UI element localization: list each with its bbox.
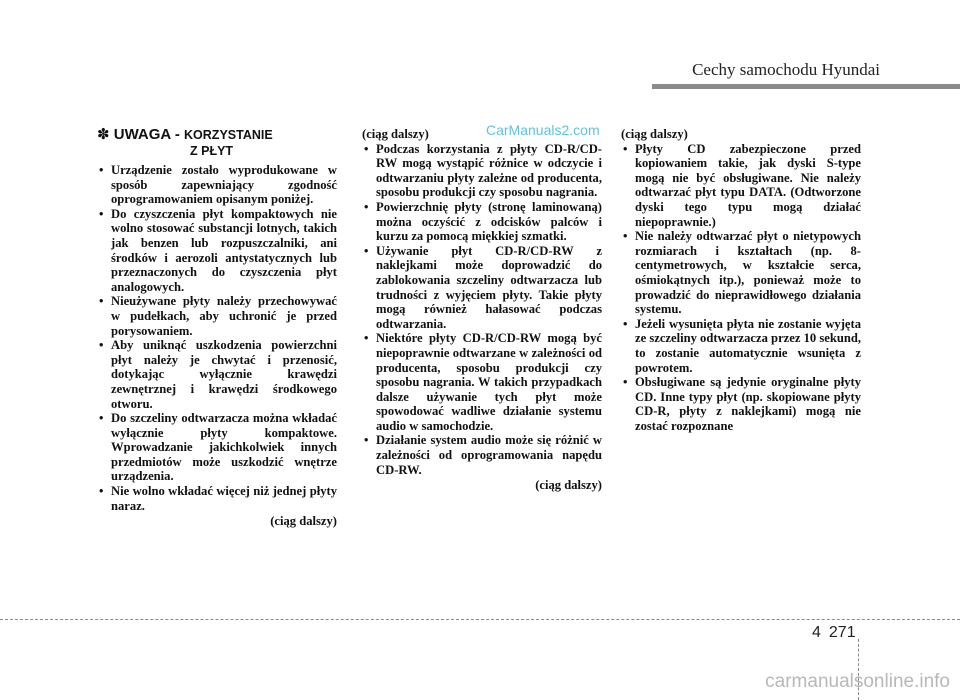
list-item: • Powierzchnię płyty (stronę laminowaną) można oczyścić z odcisków palców i kurzu za pomocą miękkiej szmatki. [362, 200, 602, 244]
list-item: • Do czyszczenia płyt kompaktowych nie wolno stosować substancji lotnych, takich jak benzen lub rozpuszczalniki, ani środków i aerozoli antystatycznych lub przeznaczonych do czyszczenia płyt analogowych. [97, 207, 337, 295]
column-3 [621, 127, 861, 433]
bullet-list [97, 163, 337, 513]
section-heading [97, 127, 337, 159]
header-title: Cechy samochodu Hyundai [692, 60, 880, 79]
list-item: • Podczas korzystania z płyty CD-R/CD-RW mogą wystąpić różnice w odczycie i odtwarzaniu płyty zależne od producenta, sposobu produkcji czy sposobu nagrania. [362, 142, 602, 200]
list-item: • Nieużywane płyty należy przechowywać w pudełkach, aby uchronić je przed porysowaniem. [97, 294, 337, 338]
list-item: • Aby uniknąć uszkodzenia powierzchni płyt należy je chwytać i przenosić, dotykając wyłącznie krawędzi zewnętrznej i krawędzi środkowego otworu. [97, 338, 337, 411]
list-item: • Nie należy odtwarzać płyt o nietypowych rozmiarach i kształtach (np. 8-centymetrowych, w kształcie serca, ośmiokątnych itp.), ponieważ może to prowadzić do nieprawidłowego działania systemu. [621, 229, 861, 317]
footer-rule [0, 619, 960, 620]
bullet-list [621, 142, 861, 434]
continued-top-label: (ciąg dalszy) [362, 127, 429, 141]
list-item: • Obsługiwane są jedynie oryginalne płyty CD. Inne typy płyt (np. skopiowane płyty CD-R, płyty z naklejkami) mogą nie zostać rozpoznane [621, 375, 861, 433]
page-number [812, 624, 856, 642]
list-item: • Urządzenie zostało wyprodukowane w sposób zapewniający zgodność oprogramowaniem opisanym poniżej. [97, 163, 337, 207]
list-item: • Do szczeliny odtwarzacza można wkładać wyłącznie płyty kompaktowe. Wprowadzanie jakichkolwiek innych przedmiotów może uszkodzić wnętrze urządzenia. [97, 411, 337, 484]
column-1 [97, 127, 337, 529]
carmanuals-watermark[interactable]: CarManuals2.com [486, 122, 600, 138]
chapter-number: 4 [812, 624, 821, 641]
column-2 [362, 127, 602, 493]
list-item: • Nie wolno wkładać więcej niż jednej płyty naraz. [97, 484, 337, 513]
continued-top-label: (ciąg dalszy) [621, 127, 688, 141]
page-number-value: 271 [828, 624, 856, 641]
continued-label: (ciąg dalszy) [270, 514, 337, 529]
heading-sub-2: Z PŁYT [190, 144, 234, 158]
site-watermark: carmanualsonline.info [765, 671, 950, 692]
heading-sub-1: KORZYSTANIE [184, 128, 273, 142]
list-item: • Płyty CD zabezpieczone przed kopiowaniem takie, jak dyski S-type mogą nie być obsługiwane. Nie należy odtwarzać płyt typu DATA. (Odtworzone dyski tego typu mogą działać niepoprawnie.) [621, 142, 861, 230]
list-item: • Działanie system audio może się różnić w zależności od oprogramowania napędu CD-RW. [362, 433, 602, 477]
header-rule [652, 84, 960, 89]
asterisk-icon: ✽ [97, 126, 110, 143]
list-item: • Używanie płyt CD-R/CD-RW z naklejkami może doprowadzić do zablokowania szczeliny odtwarzacza lub trudności z wyjęciem płyty. Takie płyty mogą również hałasować podczas odtwarzania. [362, 244, 602, 332]
list-item: • Jeżeli wysunięta płyta nie zostanie wyjęta ze szczeliny odtwarzacza przez 10 sekund, to zostanie automatycznie wsunięta z powrotem. [621, 317, 861, 375]
bullet-list [362, 142, 602, 478]
list-item: • Niektóre płyty CD-R/CD-RW mogą być niepoprawnie odtwarzane w zależności od producenta, sposobu produkcji czy sposobu nagrania. W takich przypadkach dalsze używanie tych płyt może spowodować wadliwe działanie systemu audio w samochodzie. [362, 331, 602, 433]
heading-main: UWAGA - [113, 126, 185, 143]
continued-label: (ciąg dalszy) [535, 478, 602, 493]
